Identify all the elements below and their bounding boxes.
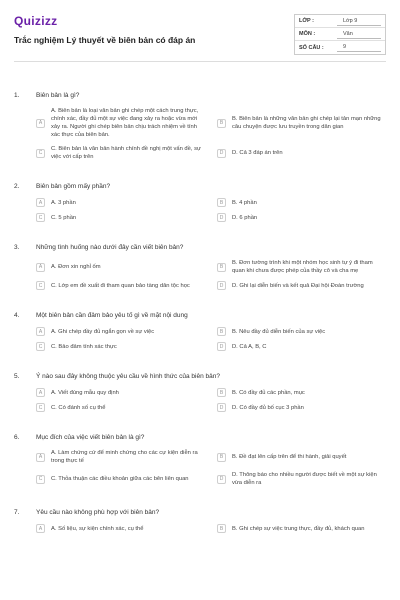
- option-text: B. Đơn tường trình khi một nhóm học sinh tự ý đi tham quan khi chưa được phép của thầy cô và cha mẹ: [232, 260, 373, 274]
- question-item: [14, 244, 386, 290]
- answer-options: [14, 388, 386, 412]
- question-line: [14, 509, 386, 516]
- question-item: [14, 183, 386, 222]
- question-number: 3.: [14, 244, 20, 251]
- meta-row: [295, 15, 385, 28]
- answer-option[interactable]: [217, 281, 386, 290]
- option-text: D. 6 phần: [232, 214, 258, 221]
- question-item: [14, 434, 386, 487]
- answer-option[interactable]: [217, 403, 386, 412]
- answer-option[interactable]: [217, 213, 386, 222]
- option-letter-badge: A: [36, 453, 45, 462]
- option-letter-badge: D: [217, 342, 226, 351]
- question-number: 6.: [14, 434, 20, 441]
- option-letter-badge: B: [217, 524, 226, 533]
- option-letter-badge: A: [36, 198, 45, 207]
- question-line: [14, 92, 386, 99]
- question-line: [14, 244, 386, 251]
- answer-options: [14, 259, 386, 290]
- answer-options: [14, 327, 386, 351]
- question-item: [14, 509, 386, 533]
- quizizz-logo: Quizizz: [14, 14, 58, 28]
- option-letter-badge: A: [36, 388, 45, 397]
- option-text: C. 5 phần: [51, 214, 77, 221]
- meta-row: [295, 41, 385, 54]
- option-letter-badge: C: [36, 281, 45, 290]
- option-letter-badge: D: [217, 475, 226, 484]
- answer-option[interactable]: [36, 259, 205, 275]
- answer-option[interactable]: [217, 259, 386, 275]
- answer-options: [14, 198, 386, 222]
- meta-label: SỐ CÂU :: [299, 44, 324, 51]
- answer-option[interactable]: [36, 213, 205, 222]
- option-letter-badge: C: [36, 149, 45, 158]
- question-number: 2.: [14, 183, 20, 190]
- option-letter-badge: C: [36, 213, 45, 222]
- option-text: B. Có đầy đủ các phần, mục: [232, 389, 305, 396]
- option-text: D. Ghi lại diễn biến và kết quả Đại hội Đoàn trường: [232, 282, 364, 289]
- question-number: 5.: [14, 373, 20, 380]
- question-text: Những tình huống nào dưới đây cần viết biên bản?: [36, 244, 184, 251]
- answer-option[interactable]: [217, 524, 386, 533]
- option-text: D. Thông báo cho nhiều người được biết về một sự kiện vừa diễn ra: [232, 472, 377, 486]
- option-text: B. Đề đạt lên cấp trên để thi hành, giải quyết: [232, 454, 347, 460]
- answer-option[interactable]: [36, 524, 205, 533]
- answer-options: [14, 107, 386, 161]
- option-letter-badge: D: [217, 403, 226, 412]
- option-letter-badge: B: [217, 119, 226, 128]
- option-text: C. Biên bản là văn bản hành chính đề nghị một vấn đề, sự việc với cấp trên: [51, 146, 201, 160]
- option-text: A. Đơn xin nghỉ ốm: [51, 264, 101, 270]
- worksheet-title: Trắc nghiệm Lý thuyết về biên bản có đáp án: [14, 35, 196, 45]
- option-text: A. Biên bản là loại văn bản ghi chép một cách trung thực, chính xác, đầy đủ một sự việc đang xảy ra hoặc vừa mới xảy ra. Người ghi chép biên bản chịu trách nhiệm về tính xác thực của biên bản.: [51, 108, 199, 138]
- question-text: Ý nào sau đây không thuộc yêu cầu về hình thức của biên bản?: [36, 373, 220, 380]
- option-text: C. Có đánh số cụ thể: [51, 404, 106, 411]
- option-letter-badge: C: [36, 403, 45, 412]
- answer-option[interactable]: [217, 449, 386, 465]
- answer-option[interactable]: [36, 388, 205, 397]
- option-letter-badge: C: [36, 475, 45, 484]
- question-number: 4.: [14, 312, 20, 319]
- answer-option[interactable]: [36, 449, 205, 465]
- answer-option[interactable]: [36, 107, 205, 139]
- meta-label: LỚP :: [299, 18, 314, 24]
- option-letter-badge: A: [36, 263, 45, 272]
- option-text: B. Ghi chép sự việc trung thực, đầy đủ, khách quan: [232, 525, 365, 532]
- question-line: [14, 183, 386, 190]
- answer-options: [14, 524, 386, 533]
- answer-option[interactable]: [217, 388, 386, 397]
- question-text: Yêu cầu nào không phù hợp với biên bản?: [36, 509, 160, 516]
- question-line: [14, 373, 386, 380]
- answer-option[interactable]: [217, 471, 386, 487]
- option-text: B. 4 phần: [232, 199, 257, 206]
- option-letter-badge: C: [36, 342, 45, 351]
- answer-option[interactable]: [36, 281, 205, 290]
- answer-option[interactable]: [36, 145, 205, 161]
- option-letter-badge: A: [36, 524, 45, 533]
- worksheet-header: [14, 14, 386, 62]
- meta-label: MÔN :: [299, 31, 316, 37]
- question-text: Biên bản gồm mấy phần?: [36, 183, 111, 190]
- option-text: C. Bảo đảm tính xác thực: [51, 343, 117, 350]
- meta-value: Văn: [337, 30, 381, 39]
- answer-option[interactable]: [217, 342, 386, 351]
- option-letter-badge: B: [217, 327, 226, 336]
- meta-value: 9: [337, 43, 381, 52]
- question-number: 7.: [14, 509, 20, 516]
- option-text: B. Biên bản là những văn bản ghi chép lại tản mạn những câu chuyện được lưu truyền trong dân gian: [232, 116, 381, 130]
- option-letter-badge: B: [217, 263, 226, 272]
- answer-option[interactable]: [36, 403, 205, 412]
- option-letter-badge: B: [217, 453, 226, 462]
- answer-option[interactable]: [36, 471, 205, 487]
- option-text: C. Thỏa thuận các điều khoản giữa các bên liên quan: [51, 476, 189, 482]
- question-text: Biên bản là gì?: [36, 92, 80, 99]
- answer-options: [14, 449, 386, 487]
- question-line: [14, 434, 386, 441]
- question-line: [14, 312, 386, 319]
- option-text: A. Làm chứng cứ để minh chứng cho các cự kiện diễn ra trong thực tế: [51, 450, 198, 464]
- option-text: A. Viết đúng mẫu quy định: [51, 389, 119, 396]
- question-item: [14, 92, 386, 161]
- option-letter-badge: B: [217, 198, 226, 207]
- question-item: [14, 373, 386, 412]
- question-text: Mục đích của việc viết biên bản là gì?: [36, 434, 145, 441]
- option-text: A. Số liệu, sự kiện chính xác, cụ thể: [51, 525, 144, 532]
- answer-option[interactable]: [36, 327, 205, 336]
- option-text: B. Nêu đầy đủ diễn biến của sự việc: [232, 328, 326, 335]
- option-letter-badge: A: [36, 327, 45, 336]
- answer-option[interactable]: [36, 198, 205, 207]
- question-number: 1.: [14, 92, 20, 99]
- option-text: C. Lớp em đề xuất đi tham quan bảo tàng dân tộc học: [51, 282, 190, 289]
- answer-option[interactable]: [217, 327, 386, 336]
- question-list: [14, 92, 386, 533]
- option-letter-badge: A: [36, 119, 45, 128]
- option-text: A. 3 phần: [51, 199, 76, 206]
- option-letter-badge: D: [217, 213, 226, 222]
- answer-option[interactable]: [36, 342, 205, 351]
- answer-option[interactable]: [217, 145, 386, 161]
- option-text: D. Cả A, B, C: [232, 343, 267, 350]
- answer-option[interactable]: [217, 107, 386, 139]
- option-letter-badge: D: [217, 149, 226, 158]
- question-item: [14, 312, 386, 351]
- answer-option[interactable]: [217, 198, 386, 207]
- option-text: D. Có đầy đủ bố cục 3 phần: [232, 404, 304, 411]
- meta-row: [295, 28, 385, 41]
- brand-block: [14, 14, 195, 45]
- meta-box: [294, 14, 386, 55]
- option-text: A. Ghi chép đầy đủ ngắn gọn về sự việc: [51, 328, 155, 335]
- meta-value: Lớp 9: [337, 17, 381, 26]
- option-letter-badge: B: [217, 388, 226, 397]
- question-text: Một biên bản cần đảm bảo yêu tố gì về mặt nội dung: [36, 312, 188, 319]
- option-text: D. Cả 3 đáp án trên: [232, 150, 283, 156]
- option-letter-badge: D: [217, 281, 226, 290]
